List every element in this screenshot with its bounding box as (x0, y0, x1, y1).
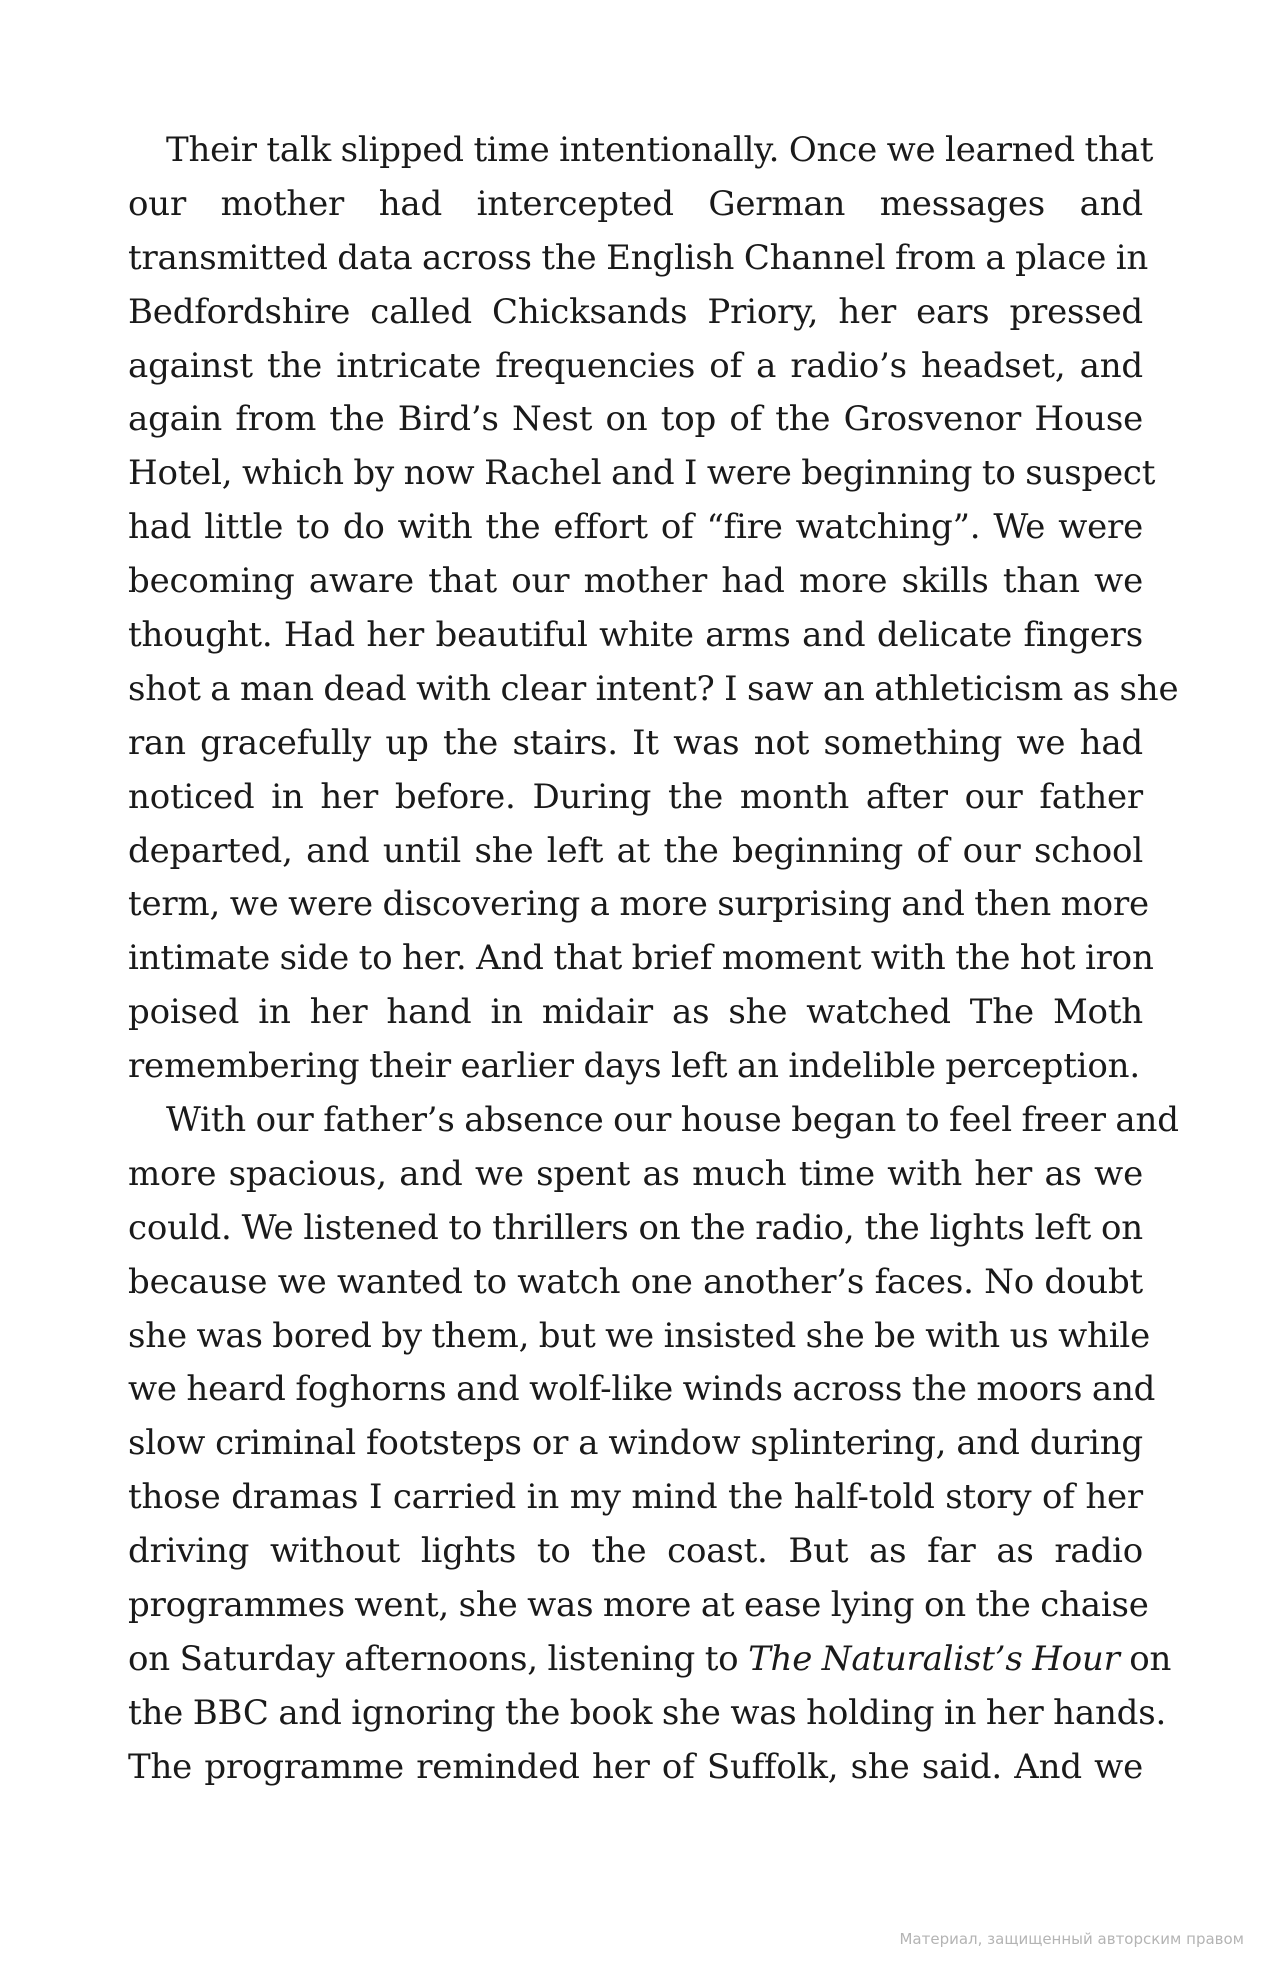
paragraph-2-line-6: we heard foghorns and wolf-like winds across the moors and (128, 1369, 1156, 1410)
paragraph-1-line-14: departed, and until she left at the beginning of our school (128, 830, 1143, 871)
paragraph-2-line-12: the BBC and ignoring the book she was holding in her hands. (128, 1692, 1167, 1733)
paragraph-2-line-10: programmes went, she was more at ease lying on the chaise (128, 1585, 1149, 1626)
copyright-watermark: Материал, защищенный авторским правом (899, 1930, 1244, 1948)
paragraph-1-line-12: ran gracefully up the stairs. It was not something we had (128, 722, 1143, 763)
paragraph-1-line-7: Hotel, which by now Rachel and I were beginning to suspect (128, 453, 1156, 494)
line-11-start: on Saturday afternoons, listening to (128, 1638, 739, 1679)
programme-title: The Naturalist’s Hour (748, 1638, 1120, 1679)
paragraph-2-line-5: she was bored by them, but we insisted she be with us while (128, 1315, 1150, 1356)
paragraph-1-line-9: becoming aware that our mother had more skills than we (128, 561, 1143, 602)
paragraph-1-line-1: Their talk slipped time intentionally. Once we learned that (166, 130, 1154, 170)
paragraph-2-line-13: The programme reminded her of Suffolk, she said. And we (128, 1746, 1143, 1787)
paragraph-1-line-10: thought. Had her beautiful white arms and delicate fingers (128, 615, 1143, 656)
paragraph-2-line-8: those dramas I carried in my mind the half-told story of her (128, 1477, 1143, 1518)
paragraph-1-line-15: term, we were discovering a more surprising and then more (128, 884, 1149, 925)
paragraph-1-line-11: shot a man dead with clear intent? I saw an athleticism as she (128, 668, 1179, 709)
paragraph-1-line-6: again from the Bird’s Nest on top of the Grosvenor House (128, 399, 1143, 440)
paragraph-2-line-1: With our father’s absence our house began to feel freer and (166, 1100, 1179, 1141)
paragraph-1-line-2: our mother had intercepted German messages and (128, 183, 1143, 224)
paragraph-1-line-4: Bedfordshire called Chicksands Priory, her ears pressed (128, 291, 1143, 332)
paragraph-1-line-16: intimate side to her. And that brief moment with the hot iron (128, 938, 1154, 979)
body-text (128, 124, 1179, 1795)
paragraph-2-line-9: driving without lights to the coast. But as far as radio (128, 1531, 1143, 1572)
paragraph-1-line-17: poised in her hand in midair as she watched The Moth (128, 992, 1143, 1033)
line-11-end: on (1129, 1638, 1172, 1679)
paragraph-1-line-3: transmitted data across the English Channel from a place in (128, 237, 1149, 278)
paragraph-1-line-5: against the intricate frequencies of a radio’s headset, and (128, 345, 1143, 386)
paragraph-2-line-2: more spacious, and we spent as much time with her as we (128, 1153, 1143, 1194)
paragraph-2-line-11 (128, 1633, 1172, 1687)
paragraph-2-line-4: because we wanted to watch one another’s faces. No doubt (128, 1261, 1143, 1302)
paragraph-2-line-3: could. We listened to thrillers on the radio, the lights left on (128, 1207, 1143, 1248)
paragraph-2-line-7: slow criminal footsteps or a window splintering, and during (128, 1423, 1143, 1464)
paragraph-1-line-8: had little to do with the effort of “fire watching”. We were (128, 507, 1143, 548)
paragraph-1-line-18: remembering their earlier days left an indelible perception. (128, 1046, 1140, 1087)
paragraph-1-line-13: noticed in her before. During the month after our father (128, 776, 1143, 817)
